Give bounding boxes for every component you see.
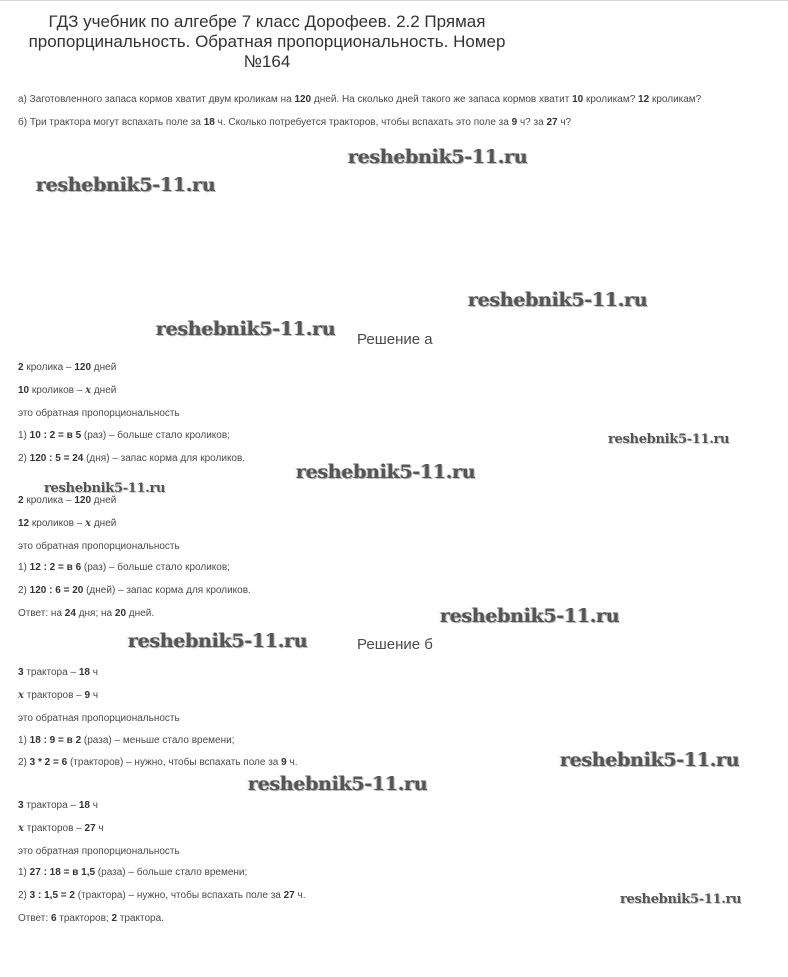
title-line-3: №164 (243, 52, 291, 71)
solution-b-heading: Решение б (357, 636, 433, 653)
watermark: reshebnik5-11.ru (468, 289, 648, 311)
solution-b-line-4: 1) 18 : 9 = в 2 (раза) – меньше стало времени; (18, 735, 235, 746)
watermark: reshebnik5-11.ru (560, 749, 740, 771)
solution-a-line-10: 2) 120 : 6 = 20 (дней) – запас корма для кроликов. (18, 585, 251, 596)
solution-b-line-6: 3 трактора – 18 ч (18, 800, 98, 811)
solution-b-line-2: x тракторов – 9 ч (18, 690, 99, 701)
solution-a-line-9: 1) 12 : 2 = в 6 (раз) – больше стало кроликов; (18, 562, 230, 573)
solution-b-line-8: это обратная пропорциональность (18, 846, 180, 857)
solution-b-line-1: 3 трактора – 18 ч (18, 667, 98, 678)
solution-b-line-10: 2) 3 : 1,5 = 2 (трактора) – нужно, чтобы вспахать поле за 27 ч. (18, 890, 306, 901)
watermark: reshebnik5-11.ru (44, 481, 166, 496)
watermark: reshebnik5-11.ru (608, 432, 730, 447)
task-a-text: а) Заготовленного запаса кормов хватит двум кроликам на 120 дней. На сколько дней такого же запаса кормов хватит 10 кроликам? 12 кроликам? (18, 94, 702, 105)
watermark: reshebnik5-11.ru (348, 146, 528, 168)
watermark: reshebnik5-11.ru (156, 318, 336, 340)
watermark: reshebnik5-11.ru (440, 605, 620, 627)
watermark: reshebnik5-11.ru (128, 630, 308, 652)
solution-a-line-2: 10 кроликов – x дней (18, 385, 117, 396)
top-divider (0, 0, 788, 1)
task-b-text: б) Три трактора могут вспахать поле за 18 ч. Сколько потребуется тракторов, чтобы вспахать это поле за 9 ч? за 27 ч? (18, 117, 572, 128)
watermark: reshebnik5-11.ru (296, 461, 476, 483)
solution-a-line-4: 1) 10 : 2 = в 5 (раз) – больше стало кроликов; (18, 430, 230, 441)
solution-a-line-6: 2 кролика – 120 дней (18, 495, 117, 506)
watermark: reshebnik5-11.ru (620, 892, 742, 907)
solution-a-heading: Решение а (357, 331, 433, 348)
solution-a-line-7: 12 кроликов – x дней (18, 518, 117, 529)
solution-a-answer: Ответ: на 24 дня; на 20 дней. (18, 608, 155, 619)
solution-a-line-5: 2) 120 : 5 = 24 (дня) – запас корма для кроликов. (18, 453, 246, 464)
title-line-1: ГДЗ учебник по алгебре 7 класс Дорофеев. 2.2 Прямая (48, 12, 486, 31)
solution-b-line-5: 2) 3 * 2 = 6 (тракторов) – нужно, чтобы вспахать поле за 9 ч. (18, 757, 298, 768)
watermark: reshebnik5-11.ru (248, 773, 428, 795)
solution-b-line-9: 1) 27 : 18 = в 1,5 (раза) – больше стало времени; (18, 867, 248, 878)
solution-b-line-3: это обратная пропорциональность (18, 713, 180, 724)
page-title (0, 12, 534, 72)
title-line-2: пропорцинальность. Обратная пропорциональность. Номер (28, 32, 506, 51)
watermark: reshebnik5-11.ru (36, 174, 216, 196)
solution-a-line-3: это обратная пропорциональность (18, 408, 180, 419)
solution-a-line-1: 2 кролика – 120 дней (18, 362, 117, 373)
solution-b-answer: Ответ: 6 тракторов; 2 трактора. (18, 913, 164, 924)
solution-a-line-8: это обратная пропорциональность (18, 541, 180, 552)
solution-b-line-7: x тракторов – 27 ч (18, 823, 104, 834)
